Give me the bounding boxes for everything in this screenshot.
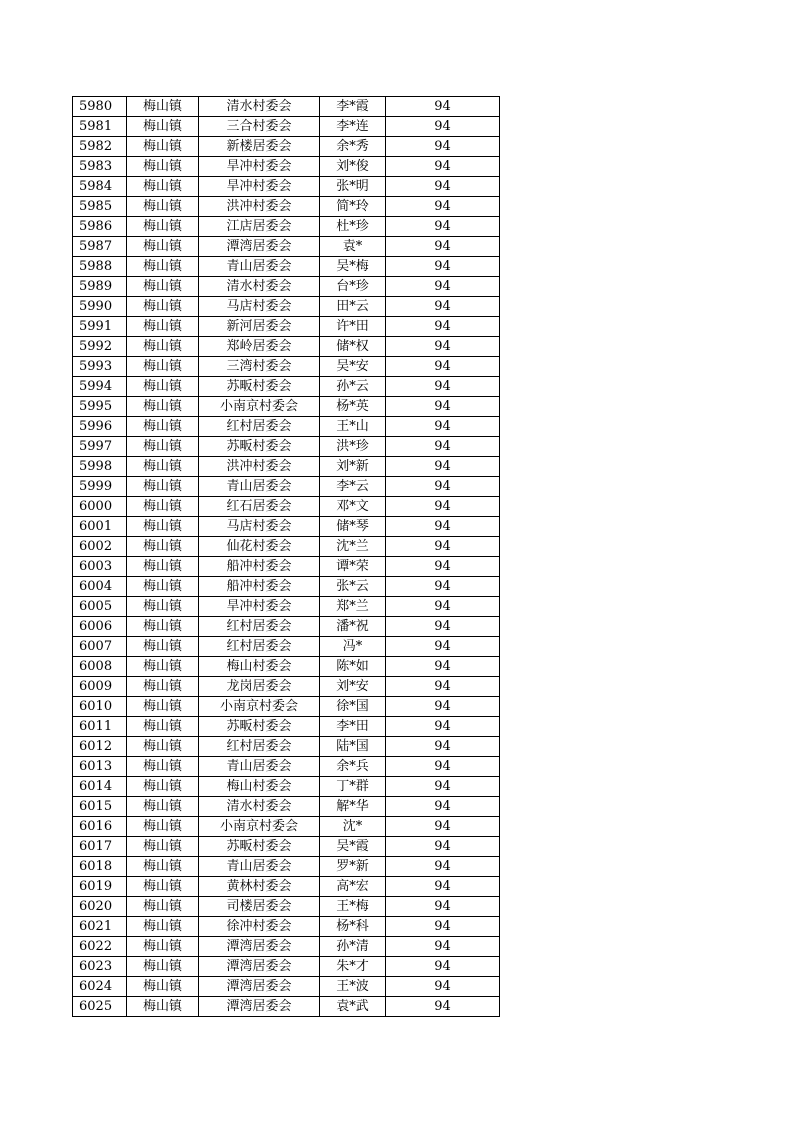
town-cell: 梅山镇	[127, 977, 199, 997]
row-number-cell: 6002	[73, 537, 127, 557]
village-committee-cell: 江店居委会	[199, 217, 320, 237]
name-cell: 沈*	[320, 817, 386, 837]
name-cell: 袁*	[320, 237, 386, 257]
row-number-cell: 6018	[73, 857, 127, 877]
table-row	[73, 937, 500, 957]
table-row	[73, 597, 500, 617]
name-cell: 吴*霞	[320, 837, 386, 857]
table-row	[73, 557, 500, 577]
row-number-cell: 6024	[73, 977, 127, 997]
village-committee-cell: 红村居委会	[199, 617, 320, 637]
row-number-cell: 6005	[73, 597, 127, 617]
row-number-cell: 6016	[73, 817, 127, 837]
name-cell: 罗*新	[320, 857, 386, 877]
row-number-cell: 5992	[73, 337, 127, 357]
town-cell: 梅山镇	[127, 197, 199, 217]
score-cell: 94	[386, 957, 500, 977]
town-cell: 梅山镇	[127, 137, 199, 157]
score-cell: 94	[386, 637, 500, 657]
table-row	[73, 417, 500, 437]
town-cell: 梅山镇	[127, 677, 199, 697]
village-committee-cell: 潭湾居委会	[199, 977, 320, 997]
row-number-cell: 6011	[73, 717, 127, 737]
name-cell: 张*明	[320, 177, 386, 197]
name-cell: 陈*如	[320, 657, 386, 677]
score-cell: 94	[386, 97, 500, 117]
row-number-cell: 6022	[73, 937, 127, 957]
table-row	[73, 877, 500, 897]
name-cell: 李*连	[320, 117, 386, 137]
town-cell: 梅山镇	[127, 857, 199, 877]
row-number-cell: 6025	[73, 997, 127, 1017]
row-number-cell: 5996	[73, 417, 127, 437]
score-cell: 94	[386, 357, 500, 377]
name-cell: 简*玲	[320, 197, 386, 217]
town-cell: 梅山镇	[127, 557, 199, 577]
row-number-cell: 6009	[73, 677, 127, 697]
score-cell: 94	[386, 337, 500, 357]
row-number-cell: 6006	[73, 617, 127, 637]
town-cell: 梅山镇	[127, 157, 199, 177]
name-cell: 郑*兰	[320, 597, 386, 617]
town-cell: 梅山镇	[127, 537, 199, 557]
village-committee-cell: 旱冲村委会	[199, 157, 320, 177]
name-cell: 吴*安	[320, 357, 386, 377]
village-committee-cell: 新河居委会	[199, 317, 320, 337]
score-cell: 94	[386, 657, 500, 677]
score-cell: 94	[386, 937, 500, 957]
town-cell: 梅山镇	[127, 657, 199, 677]
score-cell: 94	[386, 317, 500, 337]
village-committee-cell: 小南京村委会	[199, 697, 320, 717]
score-cell: 94	[386, 397, 500, 417]
score-cell: 94	[386, 377, 500, 397]
village-committee-cell: 新楼居委会	[199, 137, 320, 157]
town-cell: 梅山镇	[127, 257, 199, 277]
town-cell: 梅山镇	[127, 817, 199, 837]
town-cell: 梅山镇	[127, 737, 199, 757]
village-committee-cell: 三合村委会	[199, 117, 320, 137]
row-number-cell: 6003	[73, 557, 127, 577]
village-committee-cell: 清水村委会	[199, 797, 320, 817]
row-number-cell: 5981	[73, 117, 127, 137]
village-committee-cell: 青山居委会	[199, 857, 320, 877]
table-row	[73, 997, 500, 1017]
row-number-cell: 6014	[73, 777, 127, 797]
village-committee-cell: 旱冲村委会	[199, 177, 320, 197]
name-cell: 余*秀	[320, 137, 386, 157]
village-committee-cell: 梅山村委会	[199, 657, 320, 677]
row-number-cell: 6017	[73, 837, 127, 857]
town-cell: 梅山镇	[127, 897, 199, 917]
table-row	[73, 697, 500, 717]
town-cell: 梅山镇	[127, 877, 199, 897]
table-row	[73, 737, 500, 757]
village-committee-cell: 清水村委会	[199, 97, 320, 117]
score-cell: 94	[386, 297, 500, 317]
score-cell: 94	[386, 197, 500, 217]
score-cell: 94	[386, 897, 500, 917]
score-cell: 94	[386, 577, 500, 597]
town-cell: 梅山镇	[127, 837, 199, 857]
row-number-cell: 6001	[73, 517, 127, 537]
village-committee-cell: 洪冲村委会	[199, 197, 320, 217]
village-committee-cell: 马店村委会	[199, 517, 320, 537]
name-cell: 冯*	[320, 637, 386, 657]
town-cell: 梅山镇	[127, 357, 199, 377]
table-row	[73, 357, 500, 377]
town-cell: 梅山镇	[127, 697, 199, 717]
village-committee-cell: 仙花村委会	[199, 537, 320, 557]
table-row	[73, 917, 500, 937]
row-number-cell: 6019	[73, 877, 127, 897]
town-cell: 梅山镇	[127, 437, 199, 457]
row-number-cell: 6012	[73, 737, 127, 757]
data-table	[72, 96, 500, 1017]
table-row	[73, 857, 500, 877]
town-cell: 梅山镇	[127, 717, 199, 737]
table-row	[73, 377, 500, 397]
name-cell: 储*琴	[320, 517, 386, 537]
name-cell: 杨*科	[320, 917, 386, 937]
table-row	[73, 157, 500, 177]
village-committee-cell: 旱冲村委会	[199, 597, 320, 617]
table-row	[73, 237, 500, 257]
table-row	[73, 197, 500, 217]
row-number-cell: 5997	[73, 437, 127, 457]
row-number-cell: 5983	[73, 157, 127, 177]
town-cell: 梅山镇	[127, 237, 199, 257]
table-row	[73, 517, 500, 537]
town-cell: 梅山镇	[127, 477, 199, 497]
row-number-cell: 6007	[73, 637, 127, 657]
score-cell: 94	[386, 857, 500, 877]
town-cell: 梅山镇	[127, 277, 199, 297]
table-row	[73, 977, 500, 997]
score-cell: 94	[386, 877, 500, 897]
name-cell: 余*兵	[320, 757, 386, 777]
row-number-cell: 6023	[73, 957, 127, 977]
name-cell: 李*霞	[320, 97, 386, 117]
village-committee-cell: 青山居委会	[199, 257, 320, 277]
village-committee-cell: 马店村委会	[199, 297, 320, 317]
town-cell: 梅山镇	[127, 497, 199, 517]
table-row	[73, 457, 500, 477]
name-cell: 台*珍	[320, 277, 386, 297]
table-row	[73, 477, 500, 497]
village-committee-cell: 红村居委会	[199, 417, 320, 437]
score-cell: 94	[386, 537, 500, 557]
score-cell: 94	[386, 117, 500, 137]
town-cell: 梅山镇	[127, 517, 199, 537]
name-cell: 刘*新	[320, 457, 386, 477]
village-committee-cell: 小南京村委会	[199, 817, 320, 837]
row-number-cell: 5988	[73, 257, 127, 277]
name-cell: 谭*荣	[320, 557, 386, 577]
town-cell: 梅山镇	[127, 617, 199, 637]
town-cell: 梅山镇	[127, 417, 199, 437]
town-cell: 梅山镇	[127, 117, 199, 137]
name-cell: 孙*云	[320, 377, 386, 397]
village-committee-cell: 徐冲村委会	[199, 917, 320, 937]
village-committee-cell: 三湾村委会	[199, 357, 320, 377]
table-row	[73, 957, 500, 977]
village-committee-cell: 潭湾居委会	[199, 997, 320, 1017]
table-row	[73, 777, 500, 797]
town-cell: 梅山镇	[127, 317, 199, 337]
name-cell: 王*山	[320, 417, 386, 437]
score-cell: 94	[386, 517, 500, 537]
village-committee-cell: 郑岭居委会	[199, 337, 320, 357]
score-cell: 94	[386, 797, 500, 817]
name-cell: 王*波	[320, 977, 386, 997]
table-row	[73, 137, 500, 157]
table-row	[73, 337, 500, 357]
table-row	[73, 817, 500, 837]
score-cell: 94	[386, 717, 500, 737]
name-cell: 杨*英	[320, 397, 386, 417]
table-row	[73, 97, 500, 117]
score-cell: 94	[386, 137, 500, 157]
name-cell: 高*宏	[320, 877, 386, 897]
score-cell: 94	[386, 737, 500, 757]
name-cell: 洪*珍	[320, 437, 386, 457]
score-cell: 94	[386, 917, 500, 937]
score-cell: 94	[386, 757, 500, 777]
village-committee-cell: 苏畈村委会	[199, 437, 320, 457]
row-number-cell: 6021	[73, 917, 127, 937]
table-row	[73, 217, 500, 237]
score-cell: 94	[386, 777, 500, 797]
name-cell: 刘*俊	[320, 157, 386, 177]
village-committee-cell: 洪冲村委会	[199, 457, 320, 477]
village-committee-cell: 龙岗居委会	[199, 677, 320, 697]
village-committee-cell: 黄林村委会	[199, 877, 320, 897]
name-cell: 王*梅	[320, 897, 386, 917]
table-row	[73, 657, 500, 677]
name-cell: 潘*祝	[320, 617, 386, 637]
name-cell: 陆*国	[320, 737, 386, 757]
score-cell: 94	[386, 477, 500, 497]
name-cell: 袁*武	[320, 997, 386, 1017]
village-committee-cell: 苏畈村委会	[199, 837, 320, 857]
name-cell: 李*田	[320, 717, 386, 737]
table-row	[73, 257, 500, 277]
score-cell: 94	[386, 557, 500, 577]
village-committee-cell: 苏畈村委会	[199, 377, 320, 397]
score-cell: 94	[386, 977, 500, 997]
village-committee-cell: 司楼居委会	[199, 897, 320, 917]
name-cell: 张*云	[320, 577, 386, 597]
row-number-cell: 5980	[73, 97, 127, 117]
name-cell: 储*权	[320, 337, 386, 357]
row-number-cell: 6020	[73, 897, 127, 917]
row-number-cell: 6013	[73, 757, 127, 777]
town-cell: 梅山镇	[127, 777, 199, 797]
table-row	[73, 577, 500, 597]
row-number-cell: 6000	[73, 497, 127, 517]
score-cell: 94	[386, 497, 500, 517]
village-committee-cell: 船冲村委会	[199, 577, 320, 597]
town-cell: 梅山镇	[127, 377, 199, 397]
town-cell: 梅山镇	[127, 577, 199, 597]
score-cell: 94	[386, 217, 500, 237]
village-committee-cell: 小南京村委会	[199, 397, 320, 417]
village-committee-cell: 红村居委会	[199, 637, 320, 657]
town-cell: 梅山镇	[127, 997, 199, 1017]
score-cell: 94	[386, 457, 500, 477]
name-cell: 丁*群	[320, 777, 386, 797]
table-row	[73, 117, 500, 137]
row-number-cell: 6008	[73, 657, 127, 677]
town-cell: 梅山镇	[127, 917, 199, 937]
table-row	[73, 437, 500, 457]
village-committee-cell: 潭湾居委会	[199, 957, 320, 977]
row-number-cell: 6015	[73, 797, 127, 817]
row-number-cell: 6010	[73, 697, 127, 717]
name-cell: 刘*安	[320, 677, 386, 697]
name-cell: 解*华	[320, 797, 386, 817]
village-committee-cell: 船冲村委会	[199, 557, 320, 577]
village-committee-cell: 青山居委会	[199, 757, 320, 777]
name-cell: 吴*梅	[320, 257, 386, 277]
name-cell: 孙*清	[320, 937, 386, 957]
score-cell: 94	[386, 617, 500, 637]
score-cell: 94	[386, 837, 500, 857]
table-row	[73, 297, 500, 317]
row-number-cell: 5987	[73, 237, 127, 257]
table-row	[73, 537, 500, 557]
village-committee-cell: 红石居委会	[199, 497, 320, 517]
town-cell: 梅山镇	[127, 337, 199, 357]
row-number-cell: 5999	[73, 477, 127, 497]
village-committee-cell: 清水村委会	[199, 277, 320, 297]
score-cell: 94	[386, 677, 500, 697]
table-row	[73, 397, 500, 417]
town-cell: 梅山镇	[127, 217, 199, 237]
table-row	[73, 757, 500, 777]
name-cell: 李*云	[320, 477, 386, 497]
score-cell: 94	[386, 257, 500, 277]
village-committee-cell: 红村居委会	[199, 737, 320, 757]
town-cell: 梅山镇	[127, 457, 199, 477]
table-row	[73, 897, 500, 917]
table-body	[73, 97, 500, 1017]
score-cell: 94	[386, 437, 500, 457]
town-cell: 梅山镇	[127, 957, 199, 977]
village-committee-cell: 青山居委会	[199, 477, 320, 497]
table-row	[73, 317, 500, 337]
table-row	[73, 797, 500, 817]
table-row	[73, 637, 500, 657]
name-cell: 徐*国	[320, 697, 386, 717]
town-cell: 梅山镇	[127, 597, 199, 617]
row-number-cell: 5985	[73, 197, 127, 217]
row-number-cell: 5986	[73, 217, 127, 237]
table-row	[73, 497, 500, 517]
row-number-cell: 5991	[73, 317, 127, 337]
score-cell: 94	[386, 157, 500, 177]
score-cell: 94	[386, 697, 500, 717]
score-cell: 94	[386, 817, 500, 837]
name-cell: 田*云	[320, 297, 386, 317]
town-cell: 梅山镇	[127, 637, 199, 657]
town-cell: 梅山镇	[127, 397, 199, 417]
row-number-cell: 5982	[73, 137, 127, 157]
table-row	[73, 837, 500, 857]
score-cell: 94	[386, 237, 500, 257]
name-cell: 朱*才	[320, 957, 386, 977]
town-cell: 梅山镇	[127, 797, 199, 817]
table-row	[73, 717, 500, 737]
score-cell: 94	[386, 597, 500, 617]
name-cell: 沈*兰	[320, 537, 386, 557]
village-committee-cell: 潭湾居委会	[199, 937, 320, 957]
score-cell: 94	[386, 417, 500, 437]
table-row	[73, 677, 500, 697]
score-cell: 94	[386, 177, 500, 197]
town-cell: 梅山镇	[127, 97, 199, 117]
town-cell: 梅山镇	[127, 757, 199, 777]
row-number-cell: 5990	[73, 297, 127, 317]
row-number-cell: 5995	[73, 397, 127, 417]
village-committee-cell: 苏畈村委会	[199, 717, 320, 737]
row-number-cell: 6004	[73, 577, 127, 597]
village-committee-cell: 潭湾居委会	[199, 237, 320, 257]
table-row	[73, 177, 500, 197]
town-cell: 梅山镇	[127, 177, 199, 197]
score-cell: 94	[386, 997, 500, 1017]
row-number-cell: 5993	[73, 357, 127, 377]
name-cell: 许*田	[320, 317, 386, 337]
village-committee-cell: 梅山村委会	[199, 777, 320, 797]
name-cell: 杜*珍	[320, 217, 386, 237]
row-number-cell: 5989	[73, 277, 127, 297]
row-number-cell: 5984	[73, 177, 127, 197]
name-cell: 邓*文	[320, 497, 386, 517]
town-cell: 梅山镇	[127, 937, 199, 957]
table-row	[73, 617, 500, 637]
row-number-cell: 5998	[73, 457, 127, 477]
score-cell: 94	[386, 277, 500, 297]
town-cell: 梅山镇	[127, 297, 199, 317]
table-row	[73, 277, 500, 297]
row-number-cell: 5994	[73, 377, 127, 397]
